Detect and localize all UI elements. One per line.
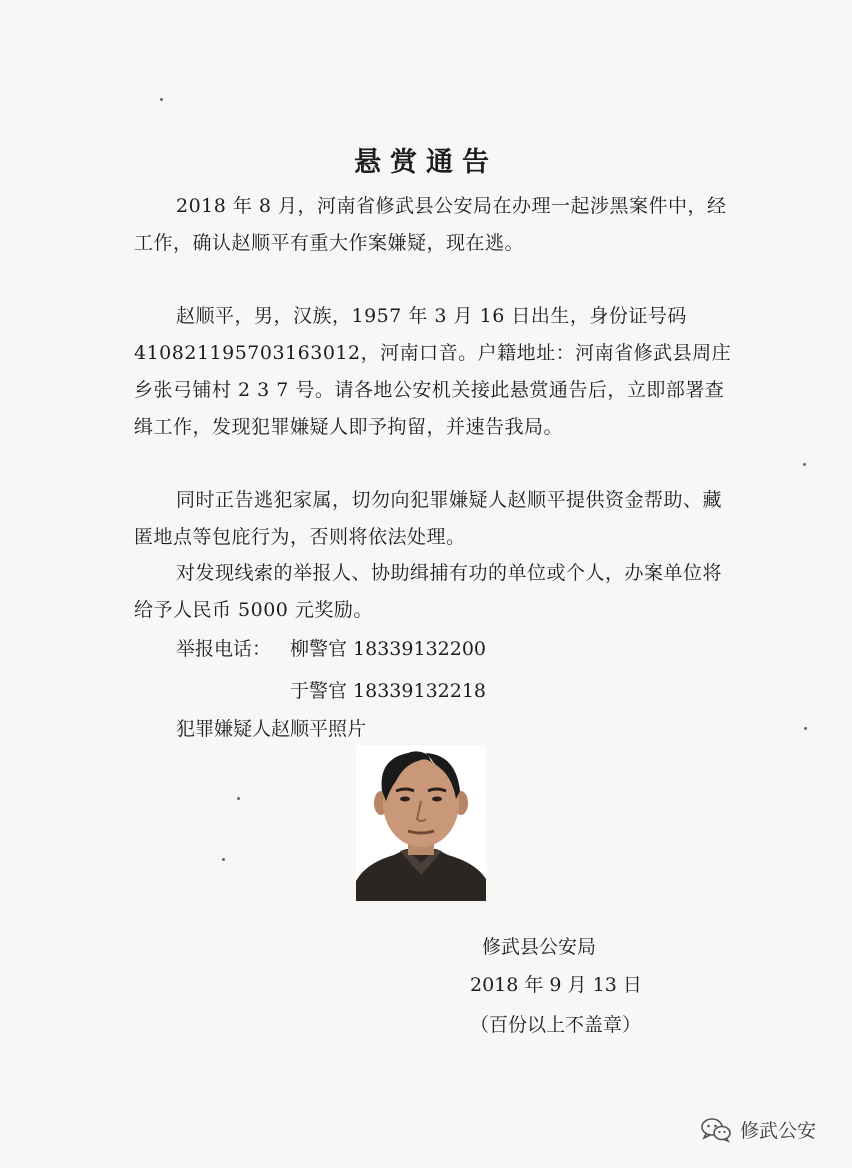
wechat-icon [700, 1117, 732, 1143]
stamp-note: （百份以上不盖章） [470, 1014, 642, 1036]
paragraph-suspect-details: 赵顺平，男，汉族，1957 年 3 月 16 日出生，身份证号码 410821195703163012，河南口音。户籍地址：河南省修武县周庄乡张弓铺村 2 3 7 号。请各地公安机关接此悬赏通告后，立即部署查缉工作，发现犯罪嫌疑人即予拘留，并速告我局。 [134, 305, 732, 438]
page-title: 悬赏通告 [354, 147, 498, 178]
suspect-photo [356, 745, 486, 901]
watermark-label: 修武公安 [740, 1120, 817, 1142]
issue-date: 2018 年 9 月 13 日 [470, 974, 642, 996]
contact-officer-liu: 柳警官 18339132200 [290, 638, 487, 660]
scan-speck [237, 797, 240, 800]
scan-speck [160, 98, 163, 101]
scan-speck [803, 463, 806, 466]
suspect-portrait-icon [356, 745, 486, 901]
contact-officer-yu: 于警官 18339132218 [290, 680, 487, 702]
scan-speck [222, 858, 225, 861]
scan-speck [804, 727, 807, 730]
photo-caption: 犯罪嫌疑人赵顺平照片 [176, 718, 367, 740]
issuer-name: 修武县公安局 [482, 936, 597, 958]
hotline-label: 举报电话： [176, 638, 272, 660]
paragraph-case-summary: 2018 年 8 月，河南省修武县公安局在办理一起涉黑案件中，经工作，确认赵顺平有重大作案嫌疑，现在逃。 [134, 195, 727, 254]
paragraph-warning-family: 同时正告逃犯家属，切勿向犯罪嫌疑人赵顺平提供资金帮助、藏匿地点等包庇行为，否则将依法处理。 [134, 489, 723, 548]
paragraph-reward: 对发现线索的举报人、协助缉捕有功的单位或个人，办案单位将给予人民币 5000 元奖励。 [134, 562, 723, 621]
account-watermark [700, 1116, 816, 1143]
